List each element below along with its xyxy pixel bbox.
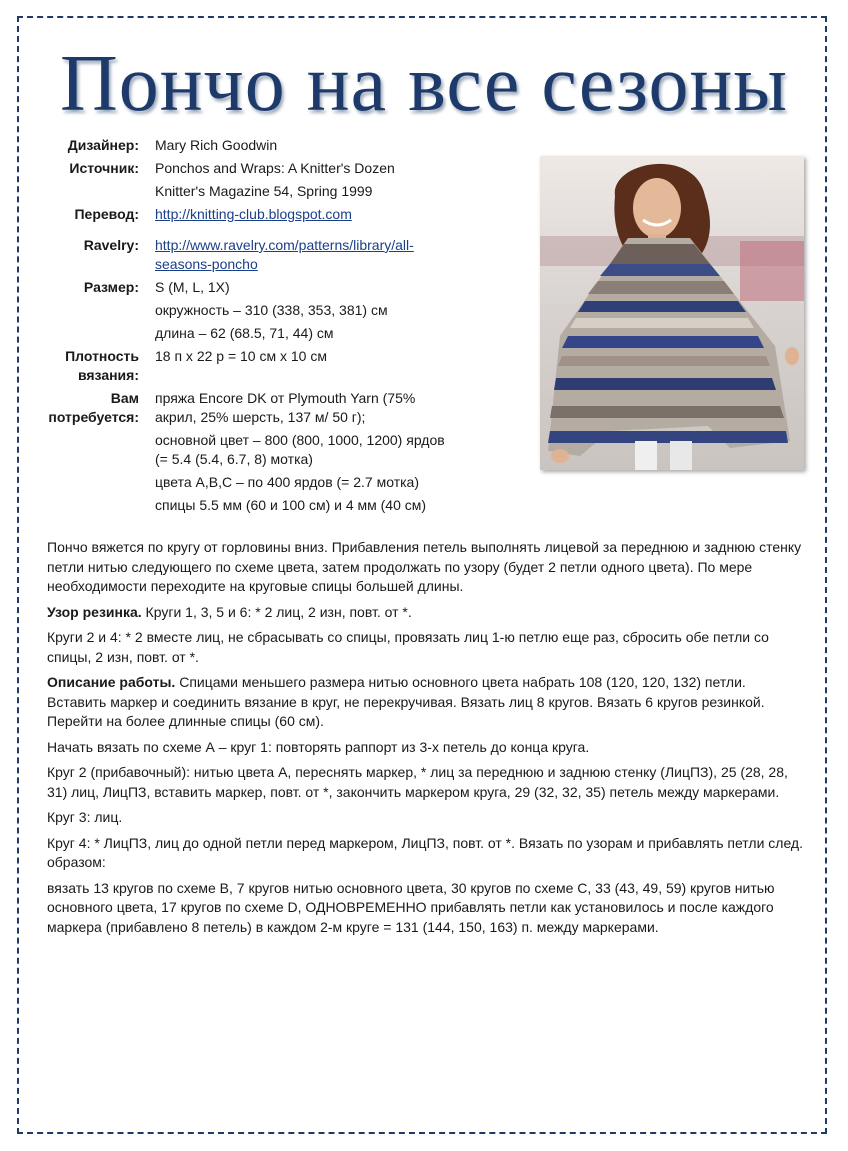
rounds-summary-paragraph: вязать 13 кругов по схеме В, 7 кругов нитью основного цвета, 30 кругов по схеме С, 33 (43, 49, 59) кругов нитью основного цвета, 17 кругов по схеме D, ОДНОВРЕМЕННО прибавлять петли как установилось и после каждого маркера (прибавлено 8 петель) в каждом 2-м круге = 131 (144, 150, 163) п. между маркерами. [47, 879, 775, 935]
pattern-text [47, 538, 805, 943]
designer-row [40, 136, 510, 155]
intro-paragraph: Пончо вяжется по кругу от горловины вниз. Прибавления петель выполнять лицевой за переднюю и заднюю стенку петли нитью следующего по схеме цвета, затем продолжать по узору (будет 2 петли одного цвета). По мере необходимости переходите на круговые спицы большей длины. [47, 539, 802, 594]
page-title: Пончо на все сезоны [59, 40, 789, 128]
rib-rounds-paragraph: Круги 2 и 4: * 2 вместе лиц, не сбрасывать со спицы, провязать лиц 1-ю петлю еще раз, сбросить обе петли со спицы, 2 изн, повт. от *. [47, 629, 769, 665]
translation-label: Перевод: [74, 206, 139, 222]
instructions-text: Спицами меньшего размера нитью основного цвета набрать 108 (120, 120, 132) петли. Вставить маркер и соединить вязание в круг, не перекручивая. Вязать лиц 8 кругов. Вязать 6 кругов резинкой. Перейти на более длинные спицы (60 см). [47, 674, 765, 729]
gauge-label [40, 347, 155, 385]
source-value-2: Knitter's Magazine 54, Spring 1999 [155, 183, 373, 199]
info-table [40, 136, 510, 519]
needs-main-color-line-1: основной цвет – 800 (800, 1000, 1200) ярдов [155, 432, 445, 448]
ravelry-row [40, 236, 510, 274]
rib-pattern-paragraph [47, 603, 805, 623]
needs-label-line-1: Вам [110, 390, 139, 406]
designer-value: Mary Rich Goodwin [155, 137, 278, 153]
needs-yarn-line-2: акрил, 25% шерсть, 137 м/ 50 г); [155, 409, 366, 425]
ravelry-link[interactable] [155, 236, 510, 274]
size-value-3: длина – 62 (68.5, 71, 44) см [155, 325, 334, 341]
needs-label-line-2: потребуется: [48, 409, 139, 425]
needs-colors: цвета A,B,C – по 400 ярдов (= 2.7 мотка) [155, 474, 419, 490]
needs-row [40, 389, 510, 515]
needs-main-color-line-2: (= 5.4 (5.4, 6.7, 8) мотка) [155, 451, 313, 467]
size-label: Размер: [83, 279, 139, 295]
translation-link[interactable]: http://knitting-club.blogspot.com [155, 206, 352, 222]
needs-needles: спицы 5.5 мм (60 и 100 см) и 4 мм (40 см) [155, 497, 427, 513]
source-value-1: Ponchos and Wraps: A Knitter's Dozen [155, 160, 395, 176]
size-value-2: окружность – 310 (338, 353, 381) см [155, 302, 388, 318]
needs-label [40, 389, 155, 515]
instructions-heading: Описание работы. [47, 674, 176, 690]
instructions-paragraph [47, 673, 805, 732]
rib-pattern-text: Круги 1, 3, 5 и 6: * 2 лиц, 2 изн, повт. от *. [141, 603, 412, 620]
needs-yarn-line-1: пряжа Encore DK от Plymouth Yarn (75% [155, 390, 416, 406]
poncho-photo [540, 156, 804, 470]
ravelry-link-line-2[interactable]: seasons-poncho [155, 256, 258, 272]
round-4-paragraph: Круг 4: * ЛицПЗ, лиц до одной петли перед маркером, ЛицПЗ, повт. от *. Вязать по узорам и прибавлять петли след. образом: [47, 834, 803, 870]
gauge-value: 18 п х 22 р = 10 см х 10 см [155, 348, 327, 364]
round-3-paragraph: Круг 3: лиц. [47, 809, 123, 825]
needs-yarn [155, 389, 510, 427]
size-value-1: S (M, L, 1X) [155, 279, 230, 295]
poncho-photo-illustration [540, 156, 804, 470]
gauge-row [40, 347, 510, 385]
translation-row [40, 205, 510, 224]
rib-pattern-heading: Узор резинка. [47, 603, 142, 620]
gauge-label-line-2: вязания: [77, 367, 139, 383]
chart-a-paragraph: Начать вязать по схеме А – круг 1: повторять раппорт из 3-х петель до конца круга. [47, 738, 590, 755]
source-label: Источник: [69, 160, 139, 176]
source-row [40, 159, 510, 201]
size-row [40, 278, 510, 343]
gauge-label-line-1: Плотность [65, 348, 139, 364]
ravelry-label: Ravelry: [83, 237, 139, 253]
ravelry-link-line-1[interactable]: http://www.ravelry.com/patterns/library/all- [155, 237, 414, 253]
designer-label: Дизайнер: [67, 137, 139, 153]
needs-main-color [155, 431, 510, 469]
round-2-paragraph: Круг 2 (прибавочный): нитью цвета А, переснять маркер, * лиц за переднюю и заднюю стенку (ЛицПЗ), 25 (28, 28, 31) лиц, ЛицПЗ, вставить маркер, повт. от *, закончить маркером круга, 29 (32, 32, 35) петель между маркерами. [47, 764, 788, 800]
